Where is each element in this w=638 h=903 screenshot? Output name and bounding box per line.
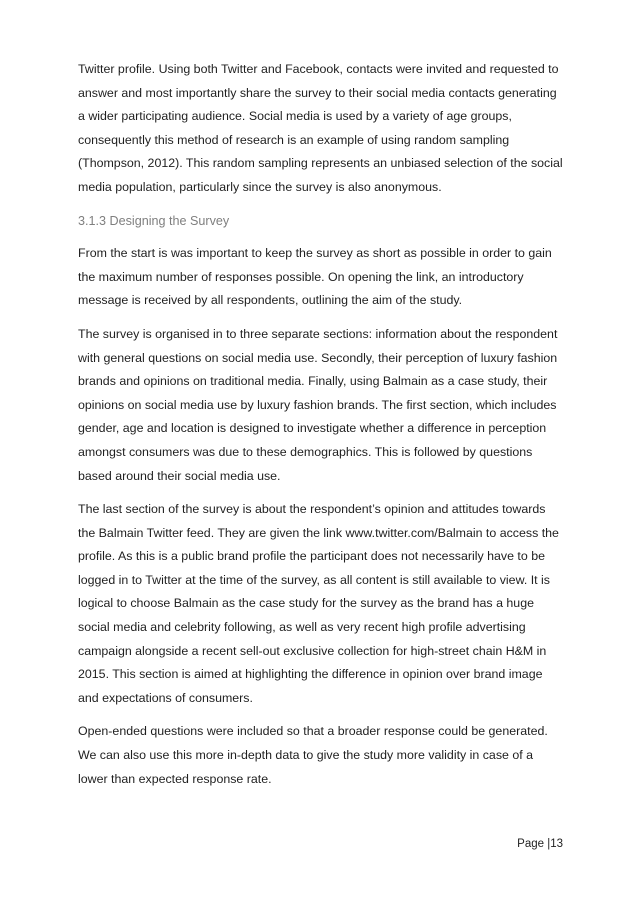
- paragraph-twitter-profile: Twitter profile. Using both Twitter and Facebook, contacts were invited and requested to answer and most importantly share the survey to their social media contacts generating a wider participating audience. Social media is used by a variety of age groups, consequently this method of research is an example of using random sampling (Thompson, 2012). This random sampling represents an unbiased selection of the social media population, particularly since the survey is also anonymous.: [78, 62, 563, 194]
- paragraph-open-ended: Open-ended questions were included so that a broader response could be generated. We can also use this more in-depth data to give the study more validity in case of a lower than expected response rate.: [78, 724, 548, 786]
- page-number: Page |13: [517, 838, 563, 850]
- paragraph-survey-sections: The survey is organised in to three separate sections: information about the respondent with general questions on social media use. Secondly, their perception of luxury fashion brands and opinions on traditional media. Finally, using Balmain as a case study, their opinions on social media use by luxury fashion brands. The first section, which includes gender, age and location is designed to investigate whether a difference in perception amongst consumers was due to these demographics. This is followed by questions based around their social media use.: [78, 326, 558, 483]
- paragraph-last-section: The last section of the survey is about the respondent’s opinion and attitudes towards the Balmain Twitter feed. They are given the link www.twitter.com/Balmain to access the profile. As this is a public brand profile the participant does not necessarily have to be logged in to Twitter at the time of the survey, as all content is still available to view. It is logical to choose Balmain as the case study for the survey as the brand has a huge social media and celebrity following, as well as very recent high profile advertising campaign alongside a recent sell-out exclusive collection for high-street chain H&M in 2015. This section is aimed at highlighting the difference in opinion over brand image and expectations of consumers.: [78, 502, 559, 705]
- page-body: [78, 58, 564, 801]
- section-heading: 3.1.3 Designing the Survey: [78, 213, 230, 228]
- paragraph-survey-start: From the start is was important to keep the survey as short as possible in order to gain the maximum number of responses possible. On opening the link, an introductory message is received by all respondents, outlining the aim of the study.: [78, 246, 552, 308]
